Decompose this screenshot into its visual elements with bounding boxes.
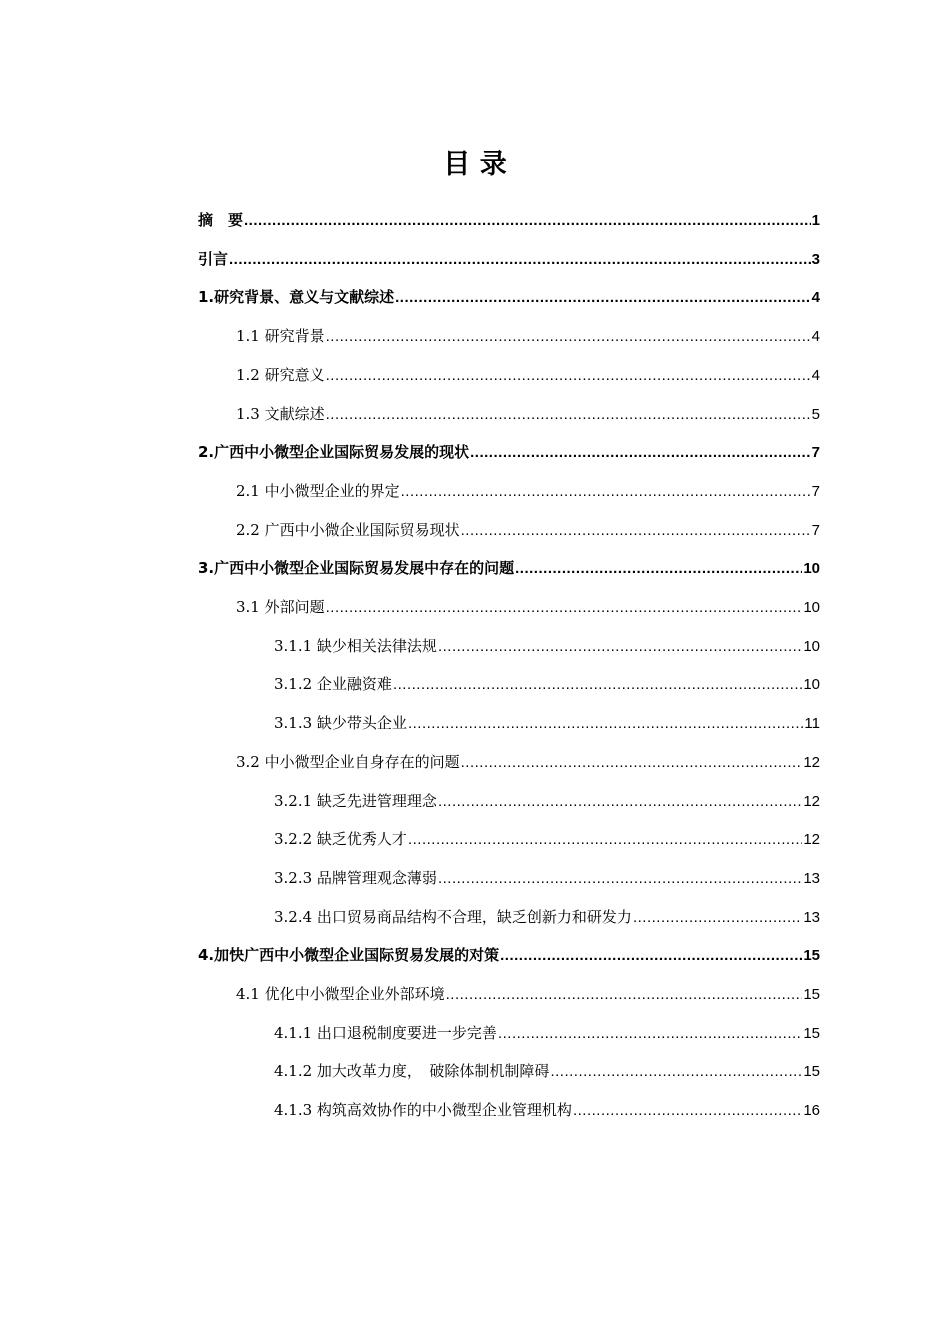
- toc-dot-leader: [461, 519, 811, 542]
- toc-page-number: 15: [803, 947, 820, 965]
- toc-entry-label: 2.1 中小微型企业的界定: [236, 481, 400, 500]
- toc-page-number: 12: [803, 753, 820, 771]
- toc-dot-leader: [573, 1099, 802, 1122]
- toc-entry[interactable]: [274, 672, 820, 696]
- toc-entry[interactable]: [236, 982, 820, 1006]
- toc-page-number: 15: [803, 986, 820, 1003]
- toc-dot-leader: [326, 596, 803, 619]
- toc-entry[interactable]: [236, 479, 820, 503]
- toc-entry-label: 3.1 外部问题: [236, 598, 325, 616]
- toc-dot-leader: [408, 712, 803, 735]
- toc-page-number: 3: [811, 250, 820, 268]
- toc-page-number: 15: [803, 1063, 820, 1081]
- toc-entry-label: 1.2 研究意义: [236, 365, 325, 384]
- toc-entry[interactable]: [274, 1059, 820, 1083]
- toc-dot-leader: [438, 867, 802, 890]
- toc-dot-leader: [500, 944, 802, 967]
- toc-entry[interactable]: [274, 827, 820, 851]
- toc-page-number: 12: [803, 792, 820, 810]
- toc-dot-leader: [550, 1060, 802, 1083]
- toc-entry[interactable]: [236, 518, 820, 542]
- toc-entry[interactable]: [236, 595, 820, 619]
- toc-dot-leader: [461, 751, 803, 774]
- toc-dot-leader: [470, 441, 811, 464]
- toc-page-number: 12: [803, 831, 820, 849]
- toc-dot-leader: [393, 673, 802, 696]
- toc-dot-leader: [326, 403, 811, 426]
- toc-entry-label: 4.1.3 构筑高效协作的中小微型企业管理机构: [274, 1101, 572, 1120]
- toc-entry-label: 3.2 中小微型企业自身存在的问题: [236, 752, 460, 771]
- toc-page-number: 4: [811, 328, 820, 346]
- toc-dot-leader: [326, 364, 811, 387]
- toc-page-number: 7: [811, 444, 820, 462]
- toc-page-number: 4: [811, 366, 820, 384]
- toc-page-number: 16: [803, 1102, 820, 1120]
- toc-entry-label: 3.2.2 缺乏优秀人才: [274, 830, 407, 849]
- toc-entry-label: 3.1.2 企业融资难: [274, 675, 392, 694]
- toc-entry[interactable]: [274, 1098, 820, 1122]
- toc-entry[interactable]: [274, 634, 820, 658]
- toc-entry-label: 3.1.3 缺少带头企业: [274, 714, 407, 733]
- toc-page-number: 10: [803, 599, 820, 616]
- toc-entry[interactable]: [236, 324, 820, 348]
- toc-entry[interactable]: [236, 363, 820, 387]
- toc-page-number: 10: [803, 560, 820, 578]
- toc-entry[interactable]: [198, 285, 820, 309]
- toc-page-number: 13: [803, 908, 820, 926]
- toc-entry[interactable]: [236, 750, 820, 774]
- toc-entry[interactable]: [198, 440, 820, 464]
- toc-entry-label: 引言: [198, 249, 229, 268]
- toc-entry-label: 4.1 优化中小微型企业外部环境: [236, 985, 445, 1003]
- toc-entry-label: 1.1 研究背景: [236, 327, 325, 346]
- toc-dot-leader: [633, 906, 802, 929]
- toc-entry-label: 3.2.4 出口贸易商品结构不合理，缺乏创新力和研发力: [274, 907, 632, 926]
- toc-dot-leader: [498, 1022, 802, 1045]
- toc-entry[interactable]: [198, 943, 820, 967]
- toc-dot-leader: [395, 286, 811, 309]
- toc-dot-leader: [408, 828, 802, 851]
- toc-dot-leader: [438, 635, 802, 658]
- toc-entry[interactable]: [274, 789, 820, 813]
- toc-title: 目 录: [443, 149, 507, 180]
- toc-entry[interactable]: [274, 711, 820, 735]
- toc-dot-leader: [229, 248, 811, 271]
- toc-entry-label: 摘 要: [198, 211, 244, 229]
- toc-entry-label: 1.研究背景、意义与文献综述: [198, 288, 395, 307]
- toc-entry[interactable]: [198, 208, 820, 232]
- toc-entry[interactable]: [198, 556, 820, 580]
- toc-page-number: 1: [811, 212, 820, 229]
- toc-page-number: 15: [803, 1024, 820, 1042]
- toc-entry-label: 3.1.1 缺少相关法律法规: [274, 636, 437, 655]
- toc-entry[interactable]: [274, 1021, 820, 1045]
- toc-entry[interactable]: [274, 905, 820, 929]
- toc-dot-leader: [438, 790, 802, 813]
- toc-entry[interactable]: [274, 866, 820, 890]
- toc-entry-label: 4.1.1 出口退税制度要进一步完善: [274, 1023, 497, 1042]
- toc-page-number: 13: [803, 869, 820, 887]
- toc-dot-leader: [401, 480, 811, 503]
- toc-page-number: 10: [803, 637, 820, 655]
- toc-page-number: 11: [804, 715, 820, 733]
- toc-page-number: 10: [803, 676, 820, 694]
- toc-entry-label: 4.加快广西中小微型企业国际贸易发展的对策: [198, 946, 500, 965]
- toc-entry[interactable]: [236, 402, 820, 426]
- toc-entry-label: 3.广西中小微型企业国际贸易发展中存在的问题: [198, 559, 515, 578]
- toc-entry-label: 2.2 广西中小微企业国际贸易现状: [236, 520, 460, 539]
- toc-page-number: 7: [811, 521, 820, 539]
- toc-dot-leader: [326, 325, 811, 348]
- toc-dot-leader: [446, 983, 803, 1006]
- toc-entry-label: 3.2.3 品牌管理观念薄弱: [274, 868, 437, 887]
- toc-dot-leader: [244, 209, 811, 232]
- toc-page-number: 4: [811, 289, 820, 307]
- toc-entry-label: 1.3 文献综述: [236, 404, 325, 423]
- toc-dot-leader: [515, 557, 802, 580]
- toc-page-number: 7: [811, 482, 820, 500]
- toc-entry-label: 3.2.1 缺乏先进管理理念: [274, 791, 437, 810]
- toc-entry-label: 4.1.2 加大改革力度， 破除体制机制障碍: [274, 1062, 550, 1081]
- toc-entry-label: 2.广西中小微型企业国际贸易发展的现状: [198, 443, 470, 462]
- toc-page-number: 5: [811, 405, 820, 423]
- toc-entry[interactable]: [198, 247, 820, 271]
